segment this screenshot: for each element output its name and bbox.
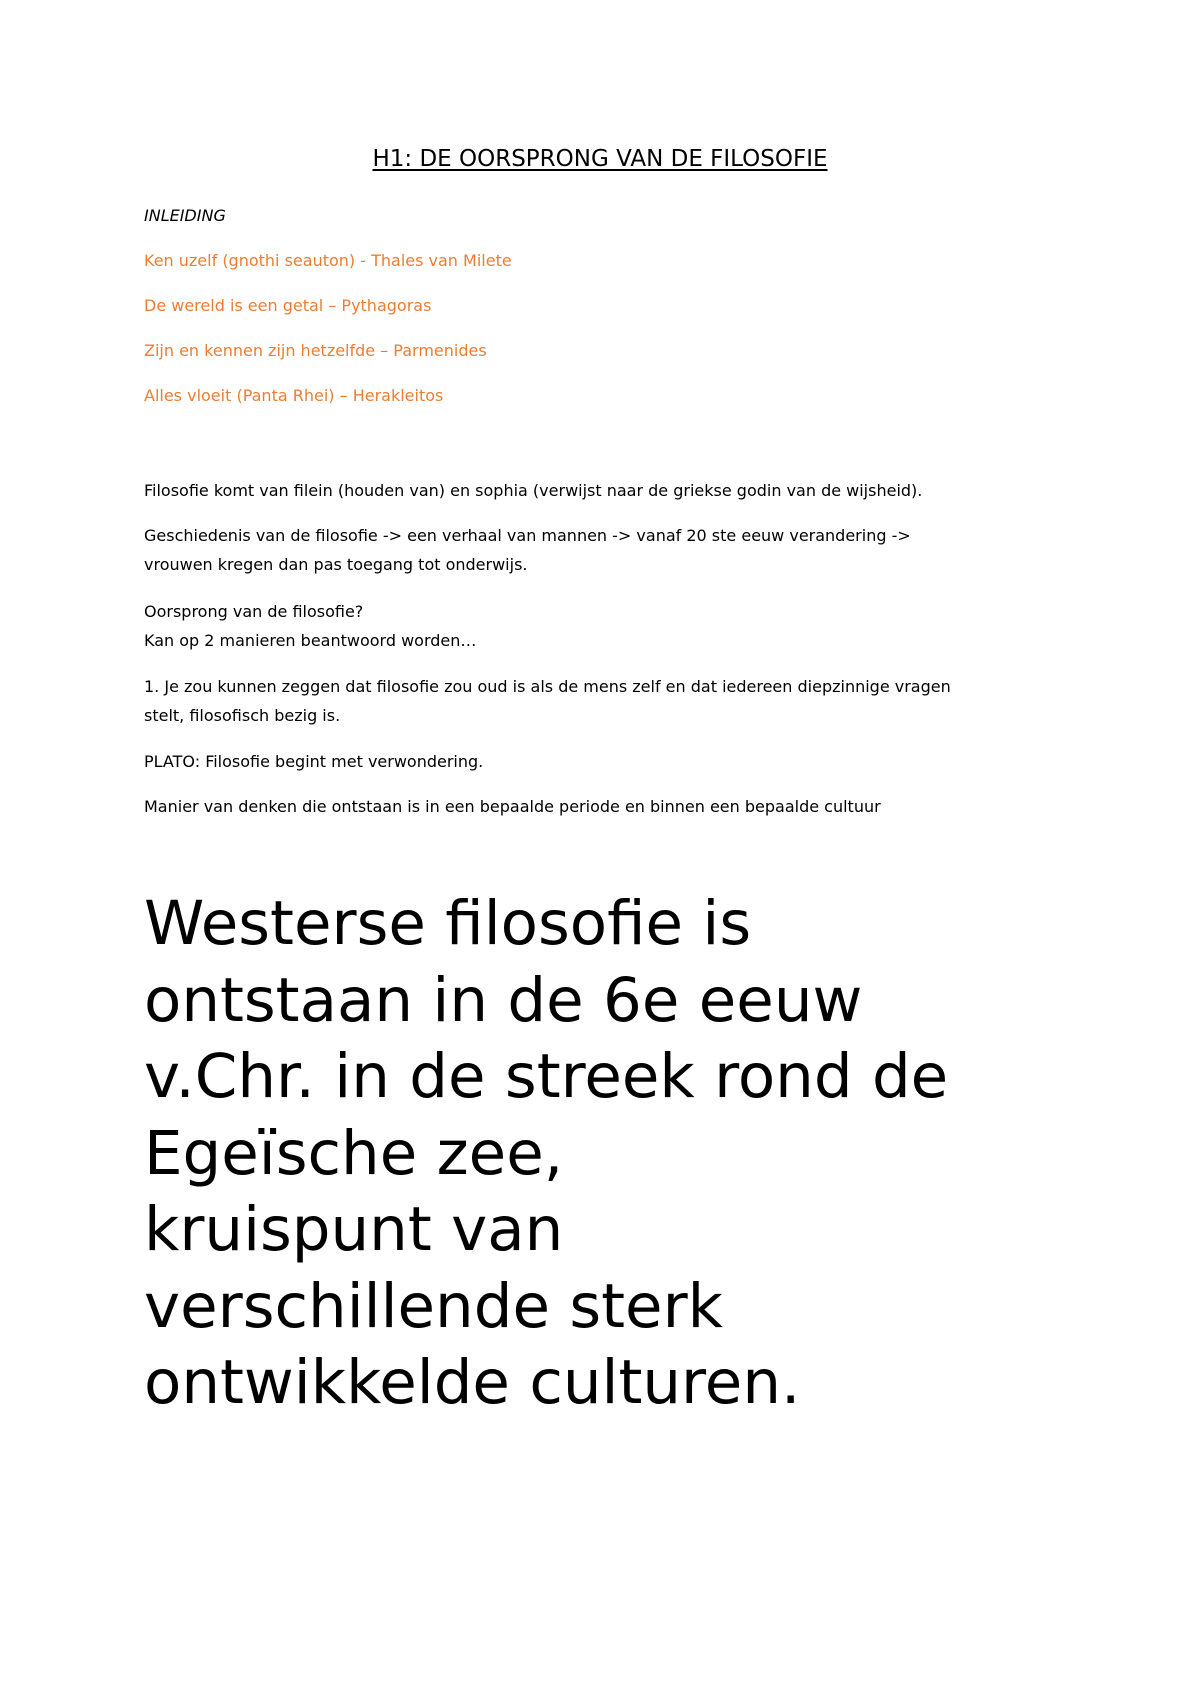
paragraph-way-of-thinking: Manier van denken die ontstaan is in een bepaalde periode en binnen een bepaalde cultuur <box>144 797 881 816</box>
section-label: INLEIDING <box>144 206 226 225</box>
large-statement-line: v.Chr. in de streek rond de <box>144 1041 949 1112</box>
large-statement-line: ontwikkelde culturen. <box>144 1347 801 1418</box>
page-title: H1: DE OORSPRONG VAN DE FILOSOFIE <box>372 146 828 172</box>
paragraph-plato: PLATO: Filosofie begint met verwondering. <box>144 752 484 771</box>
paragraph-etymology: Filosofie komt van filein (houden van) en sophia (verwijst naar de griekse godin van de wijsheid). <box>144 481 923 500</box>
paragraph-origin-answer: Kan op 2 manieren beantwoord worden… <box>144 631 477 650</box>
paragraph-origin-question: Oorsprong van de filosofie? <box>144 602 364 621</box>
quote-herakleitos: Alles vloeit (Panta Rhei) – Herakleitos <box>144 386 444 405</box>
paragraph-history-line-1: Geschiedenis van de filosofie -> een verhaal van mannen -> vanaf 20 ste eeuw verandering -> <box>144 526 911 545</box>
large-statement-line: ontstaan in de 6e eeuw <box>144 964 863 1036</box>
paragraph-history-line-2: vrouwen kregen dan pas toegang tot onderwijs. <box>144 555 528 574</box>
large-statement-line: Egeïsche zee, <box>144 1117 564 1189</box>
quote-thales: Ken uzelf (gnothi seauton) - Thales van Milete <box>144 251 512 270</box>
large-statement <box>144 886 1104 1422</box>
paragraph-point-1-line-2: stelt, filosofisch bezig is. <box>144 706 341 725</box>
large-statement-line: Westerse filosofie is <box>144 888 752 959</box>
paragraph-point-1-line-1: 1. Je zou kunnen zeggen dat filosofie zou oud is als de mens zelf en dat iedereen diepzinnige vragen <box>144 677 951 696</box>
quote-parmenides: Zijn en kennen zijn hetzelfde – Parmenides <box>144 341 487 360</box>
large-statement-line: kruispunt van <box>144 1194 564 1265</box>
quote-pythagoras: De wereld is een getal – Pythagoras <box>144 296 432 315</box>
large-statement-line: verschillende sterk <box>144 1270 723 1342</box>
